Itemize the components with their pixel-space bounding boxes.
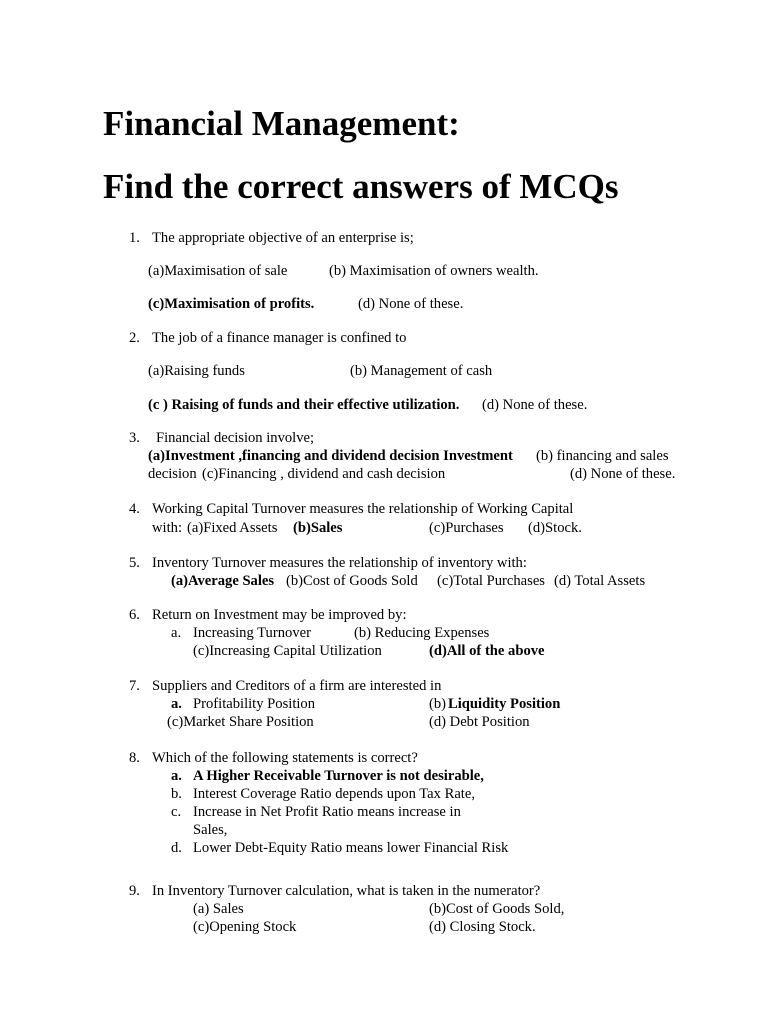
question-text-continued: with:: [152, 520, 182, 536]
option-d: (d) None of these.: [358, 296, 464, 312]
option-b: (b) Reducing Expenses: [354, 625, 490, 641]
option-b: (b)Cost of Goods Sold,: [429, 901, 565, 917]
option-b-continued: decision: [148, 466, 197, 482]
option-marker: a.: [171, 696, 182, 712]
option-c: (c)Increasing Capital Utilization: [193, 643, 382, 659]
option-b-prefix: (b): [429, 696, 447, 712]
option-b: Interest Coverage Ratio depends upon Tax Rate,: [193, 786, 475, 802]
option-c: (c)Total Purchases: [437, 573, 545, 589]
question-text: In Inventory Turnover calculation, what is taken in the numerator?: [152, 883, 541, 899]
option-c: (c)Opening Stock: [193, 919, 297, 935]
option-b-answer: (b)Sales: [293, 520, 343, 536]
option-b: (b)Cost of Goods Sold: [286, 573, 418, 589]
option-b-answer: Liquidity Position: [448, 696, 561, 712]
option-a: Profitability Position: [193, 696, 316, 712]
option-a: Increasing Turnover: [193, 625, 311, 641]
option-d: (d) Closing Stock.: [429, 919, 536, 935]
question-number: 8.: [129, 750, 140, 766]
question-number: 9.: [129, 883, 140, 899]
option-a-answer: (a)Average Sales: [171, 573, 275, 589]
option-d: (d)Stock.: [528, 520, 582, 536]
option-c: (c)Purchases: [429, 520, 504, 536]
question-text: Working Capital Turnover measures the relationship of Working Capital: [152, 501, 574, 517]
option-c: (c)Market Share Position: [167, 714, 314, 730]
option-c-answer: (c)Maximisation of profits.: [148, 296, 315, 312]
option-d: (d) Total Assets: [554, 573, 646, 589]
question-text: The job of a finance manager is confined to: [152, 330, 407, 346]
question-text: Suppliers and Creditors of a firm are interested in: [152, 678, 442, 694]
page-title: Financial Management:: [103, 104, 460, 143]
page-subtitle: Find the correct answers of MCQs: [103, 167, 619, 206]
option-a-answer: (a)Investment ,financing and dividend decision Investment: [148, 448, 513, 464]
option-marker: c.: [171, 804, 182, 820]
question-number: 6.: [129, 607, 140, 623]
question-number: 2.: [129, 330, 140, 346]
option-d: Lower Debt-Equity Ratio means lower Financial Risk: [193, 840, 509, 856]
option-a-answer: A Higher Receivable Turnover is not desirable,: [193, 768, 484, 784]
question-number: 7.: [129, 678, 140, 694]
question-number: 4.: [129, 501, 140, 517]
option-marker: b.: [171, 786, 182, 802]
option-d: (d) None of these.: [570, 466, 676, 482]
option-c: Increase in Net Profit Ratio means increase in: [193, 804, 461, 820]
option-a: (a)Raising funds: [148, 363, 245, 379]
option-c: (c)Financing , dividend and cash decision: [202, 466, 446, 482]
option-marker: d.: [171, 840, 182, 856]
option-marker: a.: [171, 625, 182, 641]
option-d-answer: (d)All of the above: [429, 643, 545, 659]
option-b: (b) Management of cash: [350, 363, 493, 379]
option-d: (d) None of these.: [482, 397, 588, 413]
option-a: (a) Sales: [193, 901, 244, 917]
question-text: The appropriate objective of an enterprise is;: [152, 230, 414, 246]
option-a: (a)Fixed Assets: [187, 520, 278, 536]
question-text: Which of the following statements is correct?: [152, 750, 418, 766]
question-text: Return on Investment may be improved by:: [152, 607, 407, 623]
option-d: (d) Debt Position: [429, 714, 530, 730]
option-b: (b) Maximisation of owners wealth.: [329, 263, 539, 279]
question-number: 1.: [129, 230, 140, 246]
option-b: (b) financing and sales: [536, 448, 669, 464]
option-marker: a.: [171, 768, 182, 784]
question-number: 5.: [129, 555, 140, 571]
question-text: Inventory Turnover measures the relationship of inventory with:: [152, 555, 527, 571]
question-number: 3.: [129, 430, 140, 446]
option-c-continued: Sales,: [193, 822, 228, 838]
question-text: Financial decision involve;: [156, 430, 315, 446]
option-a: (a)Maximisation of sale: [148, 263, 288, 279]
option-c-answer: (c ) Raising of funds and their effective utilization.: [148, 397, 460, 413]
